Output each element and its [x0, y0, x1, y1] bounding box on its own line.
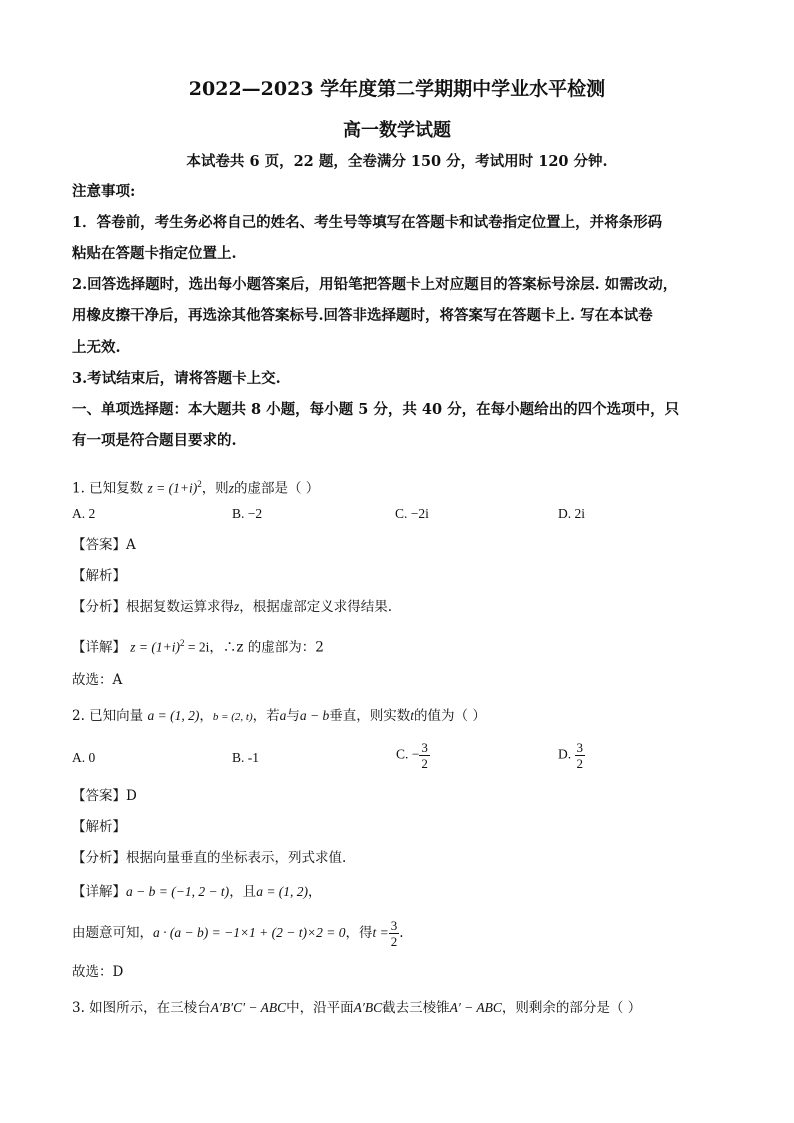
section1-heading-b: 有一项是符合题目要求的. — [72, 432, 237, 449]
q2-stem: 2. 已知向量 a = (1, 2)，b = (2, t)，若a与a − b垂直，则实数t的值为（ ） — [72, 708, 486, 724]
q1-fenxi: 【分析】根据复数运算求得z，根据虚部定义求得结果. — [72, 599, 393, 615]
exam-info: 本试卷共 6 页，22 题，全卷满分 150 分，考试用时 120 分钟. — [186, 153, 608, 170]
notice-item-2a: 2.回答选择题时，选出每小题答案后，用铅笔把答题卡上对应题目的答案标号涂层. 如需改动， — [72, 276, 678, 293]
notice-item-2b: 用橡皮擦干净后，再选涂其他答案标号.回答非选择题时，将答案写在答题卡上. 写在本试卷 — [72, 307, 653, 324]
notice-item-3: 3.考试结束后，请将答题卡上交. — [72, 370, 281, 387]
notice-heading: 注意事项: — [72, 183, 136, 200]
q3-stem: 3. 如图所示，在三棱台A′B′C′ − ABC中，沿平面A′BC截去三棱锥A′ − ABC，则剩余的部分是（ ） — [72, 1000, 642, 1016]
q2-xiangjie-line2: 由题意可知，a · (a − b) = −1×1 + (2 − t)×2 = 0，得t = $\frac{3}{2}$ . — [72, 918, 404, 949]
q1-answer: 【答案】A — [72, 537, 136, 553]
notice-item-1b: 粘贴在答题卡指定位置上. — [72, 245, 237, 262]
q2-option-b: B. -1 — [232, 750, 259, 765]
q2-analysis-label: 【解析】 — [72, 819, 126, 835]
exam-subtitle: 高一数学试题 — [343, 120, 451, 141]
q2-option-a: A. 0 — [72, 750, 96, 765]
q2-xiangjie: 【详解】a − b = (−1, 2 − t)，且a = (1, 2)， — [72, 884, 322, 900]
notice-item-1a: 1．答卷前，考生务必将自己的姓名、考生号等填写在答题卡和试卷指定位置上，并将条形码 — [72, 214, 663, 231]
notice-item-2c: 上无效. — [72, 339, 121, 356]
q2-option-d: D. $\frac{3}{2}$ — [558, 740, 583, 771]
q1-formula: z = (1+i) — [147, 480, 198, 496]
section1-heading-a: 一、单项选择题：本大题共 8 小题，每小题 5 分，共 40 分，在每小题给出的四个选项中，只 — [72, 401, 680, 418]
q1-xiangjie: 【详解】 $z = (1+i)^2 = 2i$，∴z 的虚部为：2 — [72, 638, 324, 656]
q1-option-c: C. −2i — [395, 506, 429, 521]
q2-fenxi: 【分析】根据向量垂直的坐标表示，列式求值. — [72, 850, 347, 866]
exam-title: 2022—2023 学年度第二学期期中学业水平检测 — [188, 78, 606, 100]
q1-option-b: B. −2 — [232, 506, 263, 521]
q2-option-c: C. − $\frac{3}{2}$ — [396, 740, 428, 771]
q2-answer: 【答案】D — [72, 788, 137, 804]
q1-analysis-label: 【解析】 — [72, 568, 126, 584]
q1-option-a: A. 2 — [72, 506, 96, 521]
q1-choice: 故选：A — [72, 672, 123, 688]
q1-option-d: D. 2i — [558, 506, 585, 521]
q1-stem: 1. 已知复数 $z = (1+i)^2$，则z的虚部是（ ） — [72, 479, 320, 497]
q2-choice: 故选：D — [72, 964, 124, 980]
